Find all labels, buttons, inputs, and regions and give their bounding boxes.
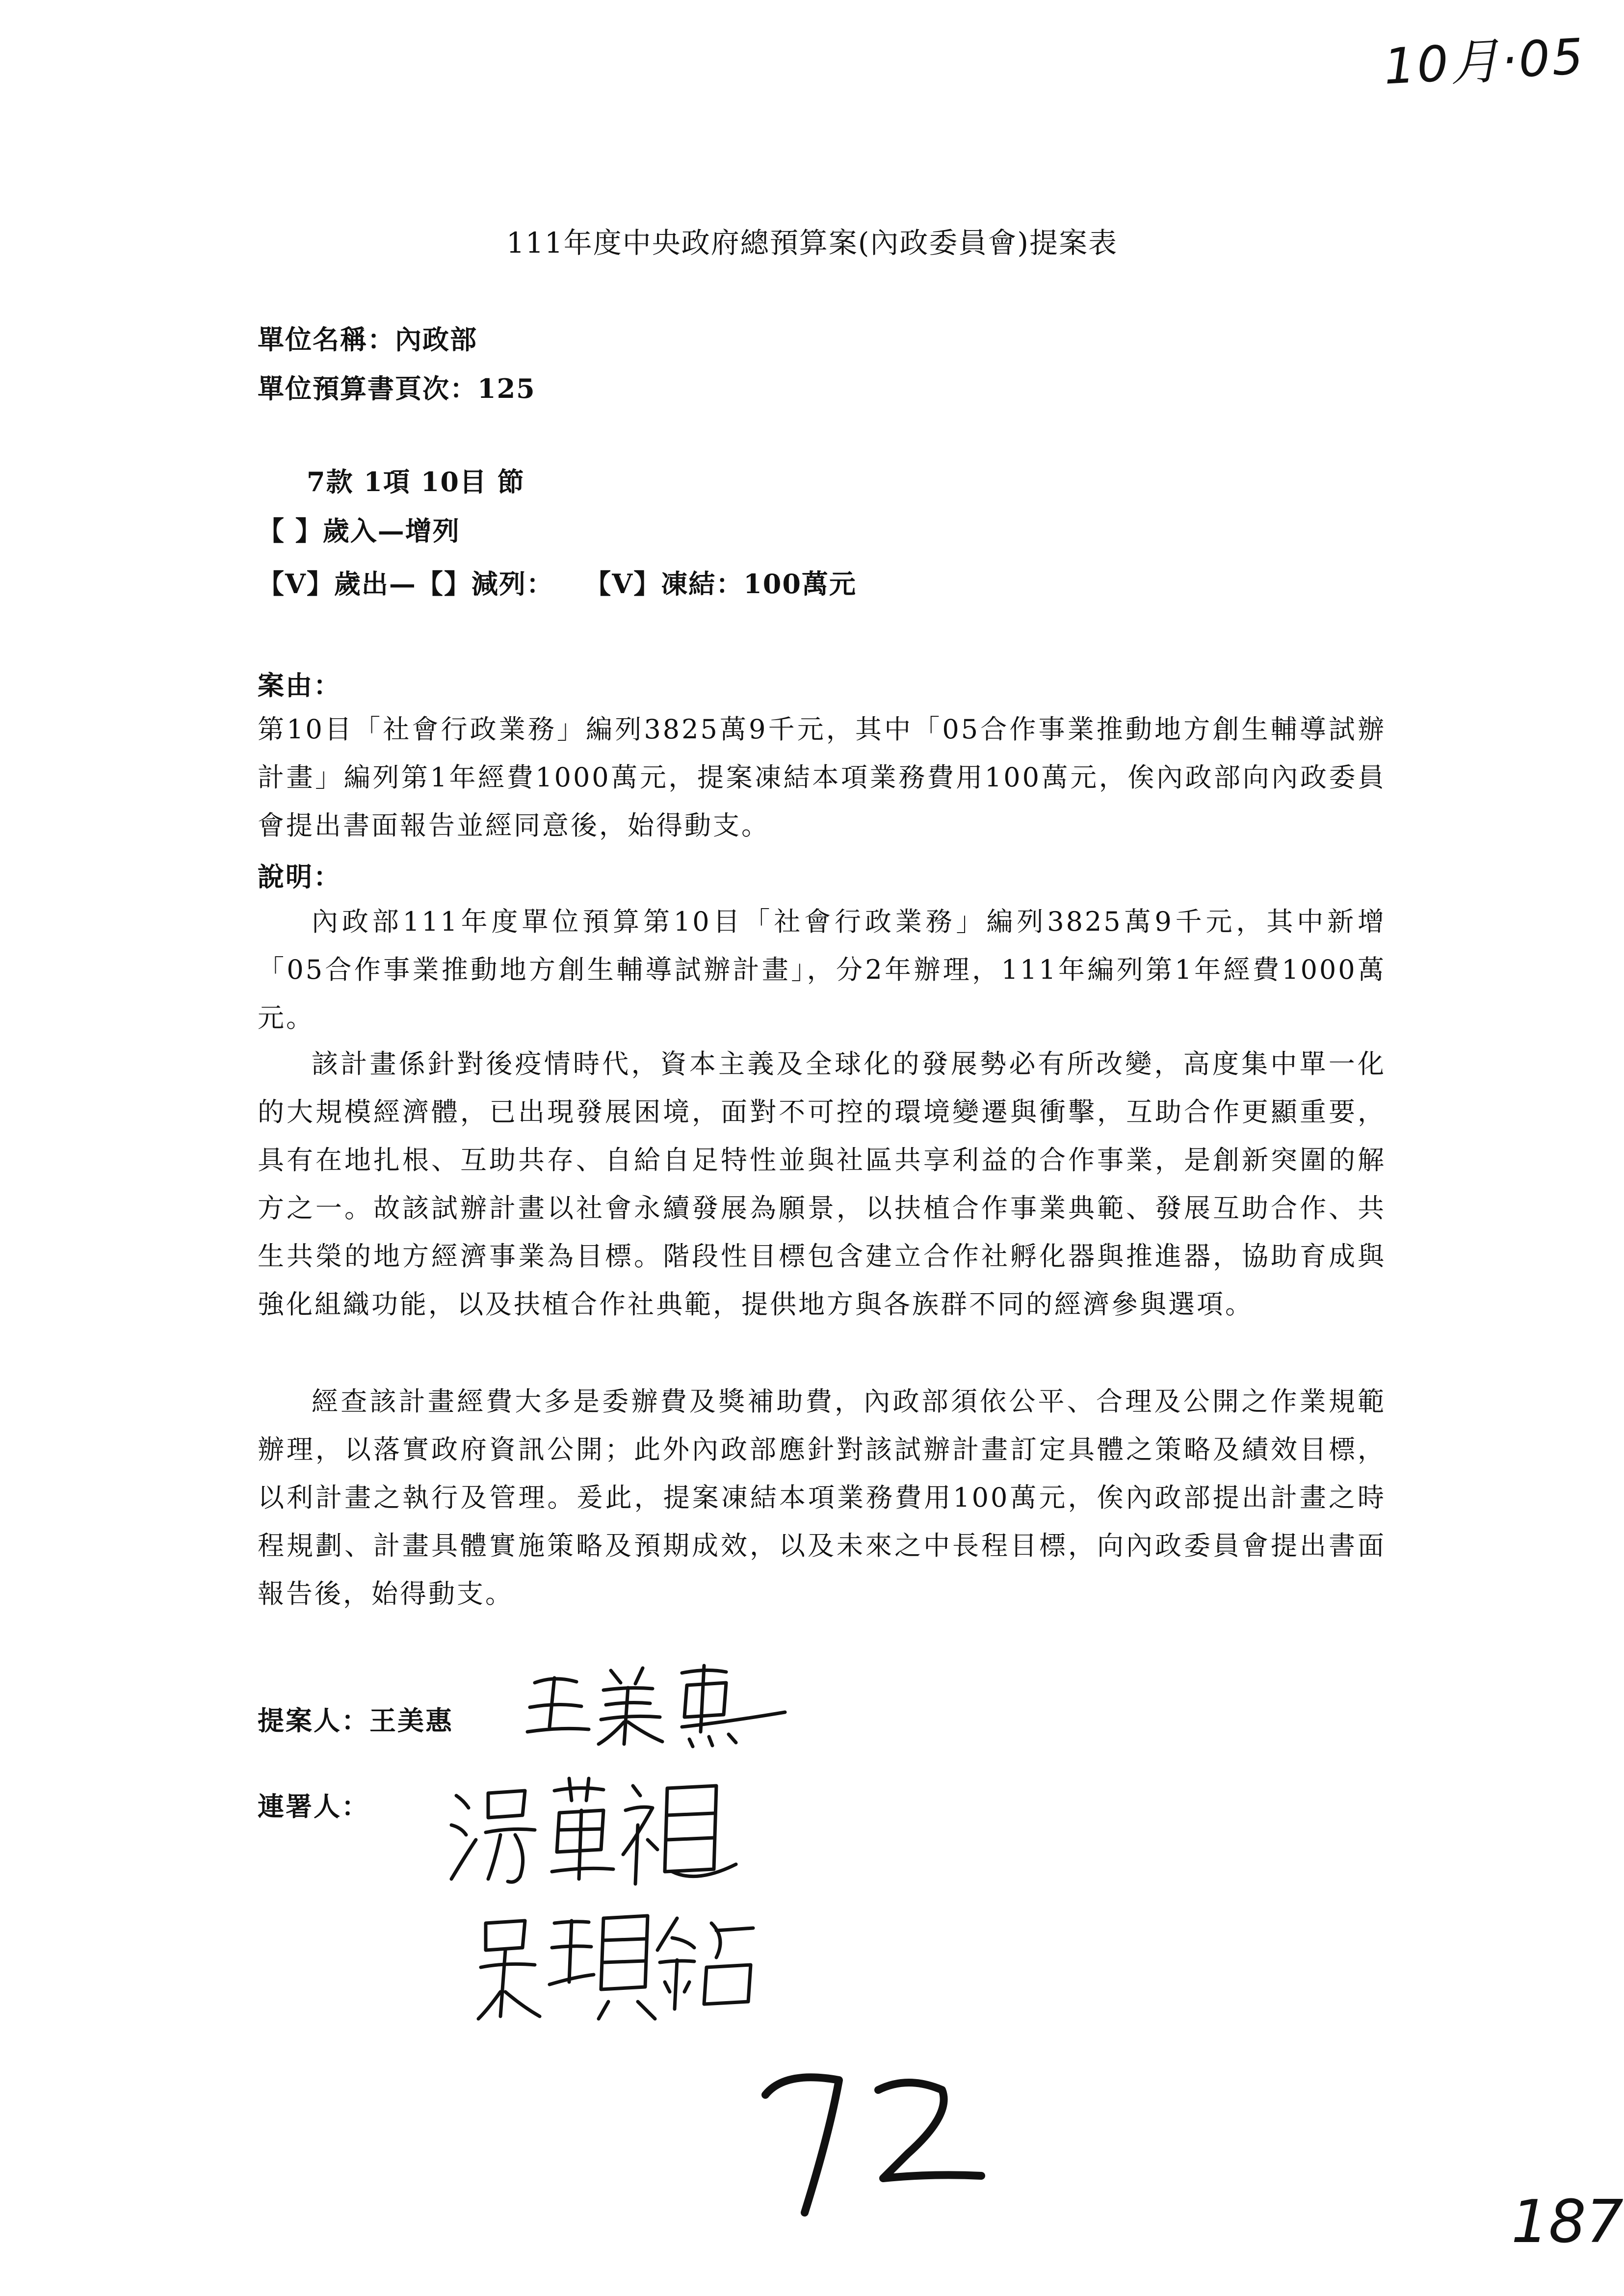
explanation-paragraph-2: 該計畫係針對後疫情時代，資本主義及全球化的發展勢必有所改變，高度集中單一化的大規模經濟體，已出現發展困境，面對不可控的環境變遷與衝擊，互助合作更顯重要，具有在地扎根、互助共存、自給自足特性並與社區共享利益的合作事業，是創新突圍的解方之一。故該試辦計畫以社會永續發展為願景，以扶植合作事業典範、發展互助合作、共生共榮的地方經濟事業為目標。階段性目標包含建立合作社孵化器與推進器，協助育成與強化組織功能，以及扶植合作社典範，提供地方與各族群不同的經濟參與選項。 <box>258 1048 1386 1320</box>
handwritten-date-stamp: 10月·05 <box>1382 27 1587 96</box>
cosigner-signature-1 <box>442 1766 756 1894</box>
document-title: 111年度中央政府總預算案(內政委員會)提案表 <box>506 226 1118 260</box>
unit-name: 單位名稱：內政部 <box>258 324 477 355</box>
explanation-paragraph-1: 內政部111年度單位預算第10目「社會行政業務」編列3825萬9千元，其中新增「05合作事業推動地方創生輔導試辦計畫」，分2年辦理，111年編列第1年經費1000萬元。 <box>258 906 1386 1033</box>
proposer-label: 提案人：王美惠 <box>258 1705 453 1736</box>
proposer-signature <box>520 1653 795 1751</box>
unit-budget-page: 單位預算書頁次：125 <box>258 373 536 404</box>
handwritten-page-number-small: 187 <box>1511 2188 1624 2256</box>
reason-heading: 案由： <box>258 670 341 701</box>
page-number-72-mark <box>746 2051 1001 2227</box>
handwritten-page-number <box>746 2051 1001 2229</box>
option-expense-freeze: 【V】歲出—【】減列： 【V】凍結：100萬元 <box>258 568 857 600</box>
cosigner-signature-2 <box>471 1904 765 2026</box>
explanation-paragraph-3: 經查該計畫經費大多是委辦費及獎補助費，內政部須依公平、合理及公開之作業規範辦理，以落實政府資訊公開；此外內政部應針對該試辦計畫訂定具體之策略及績效目標，以利計畫之執行及管理。爰此，提案凍結本項業務費用100萬元，俟內政部提出計畫之時程規劃、計畫具體實施策略及預期成效，以及未來之中長程目標，向內政委員會提出書面報告後，始得動支。 <box>258 1386 1386 1609</box>
explanation-heading: 說明： <box>258 861 341 892</box>
cosigner-label: 連署人： <box>258 1791 369 1822</box>
option-revenue-increase: 【 】歲入—增列 <box>258 515 460 547</box>
reason-body: 第10目「社會行政業務」編列3825萬9千元，其中「05合作事業推動地方創生輔導試辦計畫」編列第1年經費1000萬元，提案凍結本項業務費用100萬元，俟內政部向內政委員會提出書面報告並經同意後，始得動支。 <box>258 714 1386 841</box>
budget-item-code: 7款 1項 10目 節 <box>307 466 525 497</box>
